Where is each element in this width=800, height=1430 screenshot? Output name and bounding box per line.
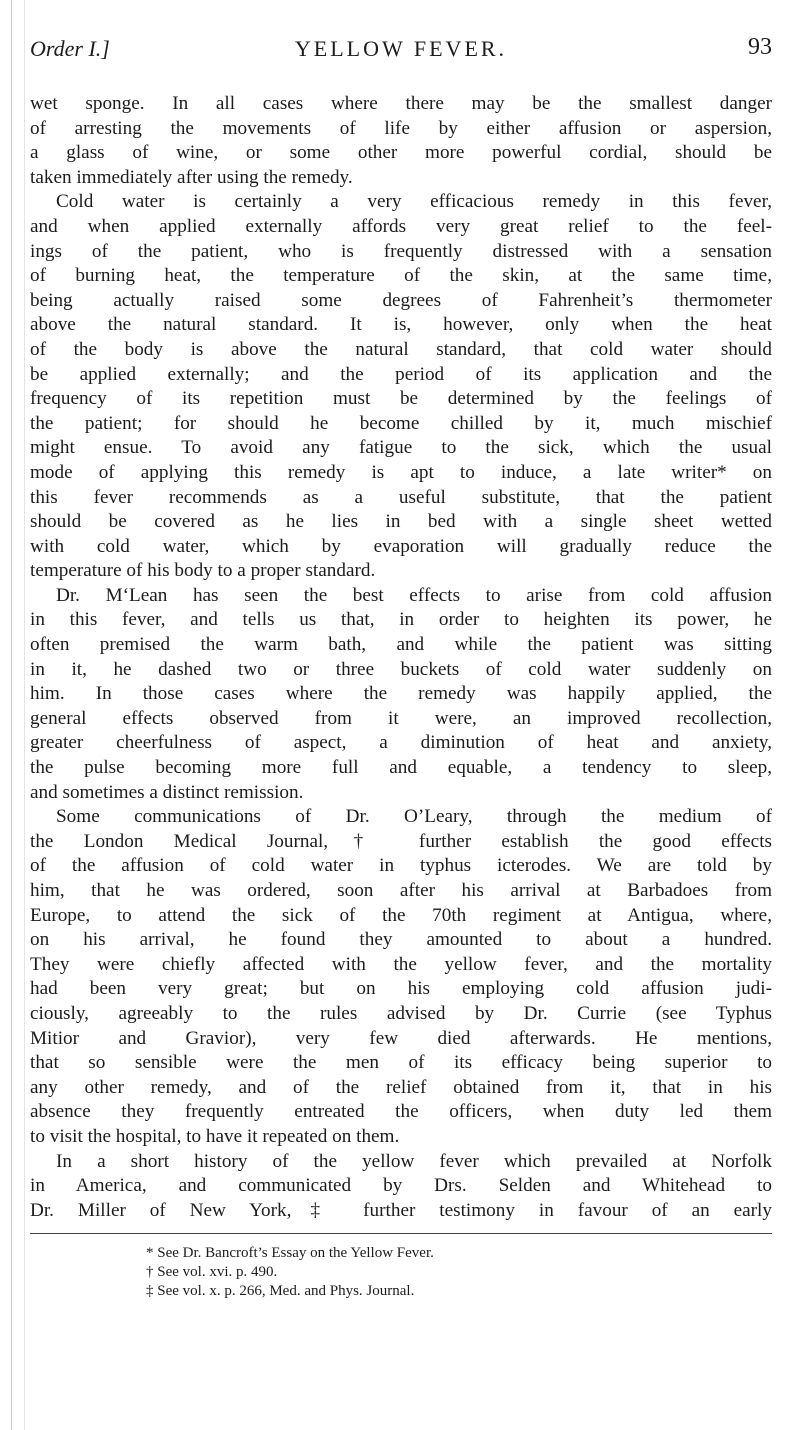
footnote: † See vol. xvi. p. 490.: [146, 1264, 278, 1281]
text-line: this fever recommends as a useful substitute, that the patient: [30, 486, 772, 508]
binding-edge-inner: [24, 0, 25, 1430]
text-line: and when applied externally affords very great relief to the feel-: [30, 215, 772, 237]
text-line: mode of applying this remedy is apt to induce, a late writer* on: [30, 461, 772, 483]
body-text: [30, 92, 772, 1223]
text-line: ings of the patient, who is frequently distressed with a sensation: [30, 240, 772, 262]
text-line: in America, and communicated by Drs. Selden and Whitehead to: [30, 1175, 772, 1197]
text-line: In a short history of the yellow fever which prevailed at Norfolk: [56, 1150, 772, 1172]
book-page: [30, 30, 772, 1301]
text-line: a glass of wine, or some other more powerful cordial, should be: [30, 142, 772, 164]
text-line: Europe, to attend the sick of the 70th regiment at Antigua, where,: [30, 904, 772, 926]
text-line: and sometimes a distinct remission.: [30, 781, 304, 803]
text-line: general effects observed from it were, an improved recollection,: [30, 707, 772, 729]
footnote: * See Dr. Bancroft’s Essay on the Yellow Fever.: [146, 1245, 434, 1262]
text-line: should be covered as he lies in bed with a single sheet wetted: [30, 511, 772, 533]
text-line: of the body is above the natural standard, that cold water should: [30, 338, 772, 360]
text-line: with cold water, which by evaporation will gradually reduce the: [30, 535, 772, 557]
text-line: They were chiefly affected with the yellow fever, and the mortality: [30, 953, 772, 975]
text-line: being actually raised some degrees of Fahrenheit’s thermometer: [30, 289, 772, 311]
header-title: YELLOW FEVER.: [294, 36, 508, 61]
text-line: of burning heat, the temperature of the skin, at the same time,: [30, 265, 772, 287]
text-line: Dr. M‘Lean has seen the best effects to arise from cold affusion: [56, 584, 772, 606]
text-line: in it, he dashed two or three buckets of cold water suddenly on: [30, 658, 772, 680]
page-number: 93: [748, 34, 772, 60]
text-line: him, that he was ordered, soon after his arrival at Barbadoes from: [30, 880, 772, 901]
text-line: Cold water is certainly a very efficacious remedy in this fever,: [56, 191, 772, 213]
text-line: of arresting the movements of life by either affusion or aspersion,: [30, 117, 772, 139]
text-line: greater cheerfulness of aspect, a diminution of heat and anxiety,: [30, 732, 772, 754]
text-line: Some communications of Dr. O’Leary, through the medium of: [56, 806, 772, 828]
text-line: Dr. Miller of New York,‡ further testimony in favour of an early: [30, 1199, 772, 1221]
text-line: the London Medical Journal,† further establish the good effects: [30, 830, 772, 852]
text-line: Mitior and Gravior), very few died afterwards. He mentions,: [30, 1027, 772, 1049]
text-line: absence they frequently entreated the officers, when duty led them: [30, 1101, 772, 1123]
text-line: to visit the hospital, to have it repeated on them.: [30, 1125, 400, 1147]
text-line: ciously, agreeably to the rules advised by Dr. Currie (see Typhus: [30, 1002, 772, 1024]
text-line: the patient; for should he become chilled by it, much mischief: [30, 412, 772, 434]
text-line: above the natural standard. It is, however, only when the heat: [30, 314, 772, 336]
text-line: often premised the warm bath, and while the patient was sitting: [30, 634, 772, 656]
footnote: ‡ See vol. x. p. 266, Med. and Phys. Journal.: [146, 1283, 415, 1300]
text-line: wet sponge. In all cases where there may be the smallest danger: [30, 93, 772, 114]
text-line: had been very great; but on his employing cold affusion judi-: [30, 978, 772, 1000]
text-line: of the affusion of cold water in typhus icterodes. We are told by: [30, 855, 772, 877]
text-line: any other remedy, and of the relief obtained from it, that in his: [30, 1076, 772, 1098]
text-line: in this fever, and tells us that, in order to heighten its power, he: [30, 609, 772, 631]
text-line: him. In those cases where the remedy was happily applied, the: [30, 683, 772, 705]
text-line: be applied externally; and the period of its application and the: [30, 363, 772, 385]
footnotes: [30, 1244, 772, 1301]
footnote-rule: [30, 1233, 772, 1234]
text-line: on his arrival, he found they amounted to about a hundred.: [30, 929, 772, 951]
text-line: temperature of his body to a proper standard.: [30, 560, 376, 582]
text-line: might ensue. To avoid any fatigue to the sick, which the usual: [30, 437, 772, 459]
text-line: that so sensible were the men of its efficacy being superior to: [30, 1052, 772, 1074]
header-order: Order I.]: [30, 36, 110, 61]
text-line: taken immediately after using the remedy.: [30, 166, 353, 188]
running-header: [30, 30, 772, 70]
text-line: the pulse becoming more full and equable, a tendency to sleep,: [30, 757, 772, 779]
text-line: frequency of its repetition must be determined by the feelings of: [30, 388, 772, 410]
binding-edge: [11, 0, 12, 1430]
